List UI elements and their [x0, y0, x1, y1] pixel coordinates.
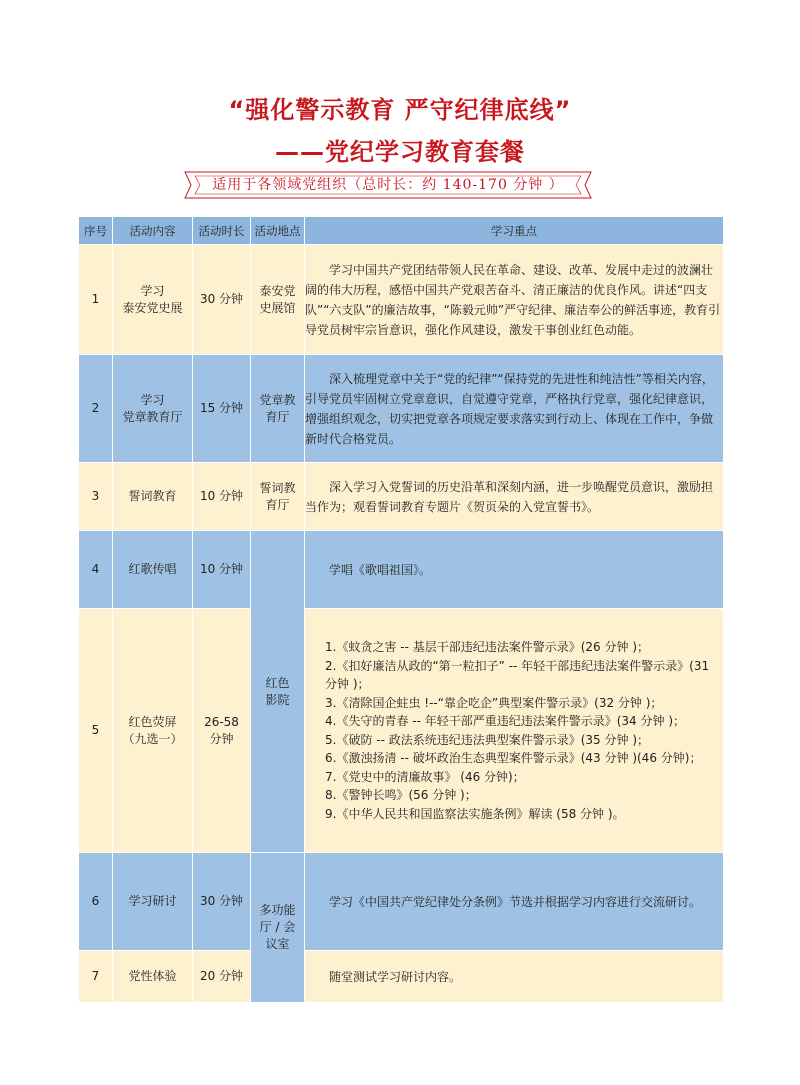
table-row [79, 531, 724, 609]
row-location-line: 史展馆 [259, 300, 296, 315]
row-duration: 10 分钟 [193, 463, 251, 531]
row-focus-text: 随堂测试学习研讨内容。 [329, 969, 462, 984]
row-content-line: 学习 [140, 283, 165, 298]
row-duration: 10 分钟 [193, 531, 251, 609]
row-focus-text: 学习《中国共产党纪律处分条例》节选并根据学习内容进行交流研讨。 [329, 894, 702, 909]
row-location-line: 育厅 [265, 409, 290, 424]
row-focus [305, 951, 724, 1003]
header-location: 活动地点 [251, 217, 305, 245]
list-item: 9.《中华人民共和国监察法实施条例》解读 (58 分钟 )。 [325, 806, 625, 821]
row-focus [305, 245, 724, 355]
row-content: 学习研讨 [113, 853, 193, 951]
row-location-line: 党章教 [259, 392, 296, 407]
row-focus-text: 学唱《歌唱祖国》。 [329, 562, 432, 577]
row-focus [305, 355, 724, 463]
row-duration [193, 609, 251, 853]
row-content-line: （九选一） [122, 731, 183, 746]
row-content: 红歌传唱 [113, 531, 193, 609]
row-content-line: 泰安党史展 [122, 300, 183, 315]
row-duration: 30 分钟 [193, 245, 251, 355]
header-duration: 活动时长 [193, 217, 251, 245]
row-no: 5 [79, 609, 113, 853]
table-row [79, 853, 724, 951]
list-item: 1.《蚊贪之害 -- 基层干部违纪违法案件警示录》(26 分钟 )； [325, 640, 650, 654]
table-header-row [79, 217, 724, 245]
row-duration-line: 分钟 [209, 731, 234, 746]
row-no: 2 [79, 355, 113, 463]
row-content [113, 609, 193, 853]
row-duration: 20 分钟 [193, 951, 251, 1003]
list-item: 4.《失守的青春 -- 年轻干部严重违纪违法案件警示录》(34 分钟 )； [325, 714, 686, 728]
header-no: 序号 [79, 217, 113, 245]
table-row [79, 951, 724, 1003]
list-item: 6.《激浊扬清 -- 破坏政治生态典型案件警示录》(43 分钟 )(46 分钟)； [325, 751, 702, 765]
row-location [251, 463, 305, 531]
row-location-line: 誓词教 [259, 480, 296, 495]
row-location-merged [251, 531, 305, 853]
list-item: 2.《扣好廉洁从政的“第一粒扣子” -- 年轻干部违纪违法案件警示录》(31 分钟 )； [325, 658, 710, 691]
row-content: 党性体验 [113, 951, 193, 1003]
row-location-line: 厅 / 会 [259, 920, 296, 934]
row-focus [305, 853, 724, 951]
row-focus-text: 深入梳理党章中关于“党的纪律”“保持党的先进性和纯洁性”等相关内容，引导党员牢固树立党章意识，自觉遵守党章，严格执行党章，强化纪律意识，增强组织观念，切实把党章各项规定要求落实到行动上、体现在工作中，争做新时代合格党员。 [305, 371, 714, 446]
title-line-2: ——党纪学习教育套餐 [275, 138, 525, 166]
row-focus-list [305, 609, 724, 853]
row-no: 3 [79, 463, 113, 531]
row-no: 4 [79, 531, 113, 609]
table-row [79, 609, 724, 853]
row-content-line: 党章教育厅 [122, 409, 183, 424]
title-line-1: “强化警示教育 严守纪律底线” [228, 96, 572, 124]
activity-table [78, 216, 724, 1003]
list-item: 3.《清除国企蛀虫 !--“靠企吃企”典型案件警示录》(32 分钟 )； [325, 695, 663, 710]
row-location-line: 影院 [265, 692, 290, 707]
row-content: 誓词教育 [113, 463, 193, 531]
list-item: 8.《警钟长鸣》(56 分钟 )； [325, 788, 477, 802]
row-content [113, 355, 193, 463]
row-focus [305, 531, 724, 609]
row-duration: 30 分钟 [193, 853, 251, 951]
row-content-line: 红色荧屏 [128, 714, 177, 729]
row-no: 6 [79, 853, 113, 951]
subtitle-text: 适用于各领域党组织（总时长：约 140-170 分钟 ） [212, 177, 564, 193]
table-row [79, 355, 724, 463]
list-item: 7.《党史中的清廉故事》 (46 分钟)； [325, 769, 525, 784]
row-duration: 15 分钟 [193, 355, 251, 463]
header-focus: 学习重点 [305, 217, 724, 245]
row-content [113, 245, 193, 355]
row-location [251, 355, 305, 463]
table-row [79, 463, 724, 531]
header-content: 活动内容 [113, 217, 193, 245]
row-location [251, 245, 305, 355]
row-location-line: 泰安党 [259, 283, 296, 298]
row-location-line: 多功能 [259, 903, 296, 917]
row-duration-line: 26-58 [204, 714, 239, 729]
row-location-line: 红色 [265, 675, 290, 690]
row-focus-text: 学习中国共产党团结带领人民在革命、建设、改革、发展中走过的波澜壮阔的伟大历程，感悟中国共产党艰苦奋斗、清正廉洁的优良作风。讲述“四支队”“六支队”的廉洁故事，“陈毅元帅”严守纪律、廉洁奉公的鲜活事迹，教育引导党员树牢宗旨意识，强化作风建设，激发干事创业红色动能。 [305, 262, 721, 337]
subtitle-banner [183, 170, 593, 200]
row-focus-text: 深入学习入党誓词的历史沿革和深刻内涵，进一步唤醒党员意识，激励担当作为；观看誓词教育专题片《贺页朵的入党宣誓书》。 [305, 479, 714, 514]
row-content-line: 学习 [140, 392, 165, 407]
row-location-line: 育厅 [265, 497, 290, 512]
list-item: 5.《破防 -- 政法系统违纪违法典型案件警示录》(35 分钟 )； [325, 732, 650, 747]
row-location-line: 议室 [265, 937, 290, 951]
row-no: 1 [79, 245, 113, 355]
row-no: 7 [79, 951, 113, 1003]
row-location-merged [251, 853, 305, 1003]
table-row [79, 245, 724, 355]
row-focus [305, 463, 724, 531]
